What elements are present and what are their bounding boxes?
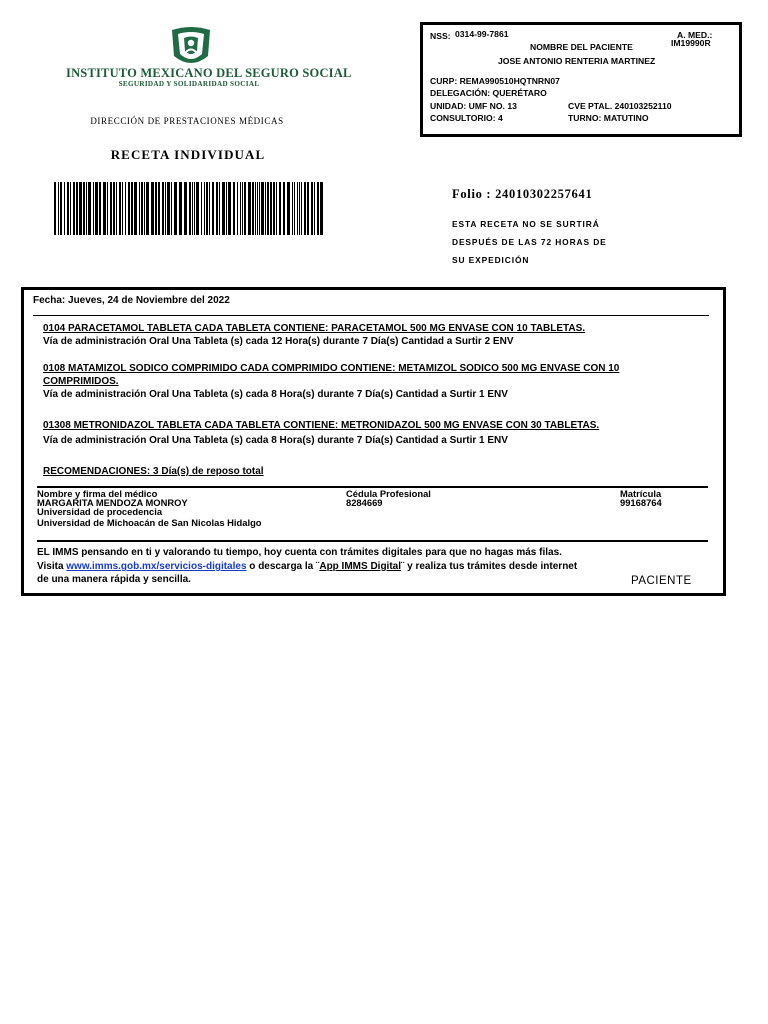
footer-line-1: EL IMMS pensando en ti y valorando tu tiempo, hoy cuenta con trámites digitales para que no hagas más filas. bbox=[37, 547, 562, 558]
prescription-box bbox=[21, 287, 726, 596]
cedula-value: 8284669 bbox=[346, 497, 383, 508]
amed-value: IM19990R bbox=[671, 38, 711, 48]
copy-label: PACIENTE bbox=[631, 575, 692, 587]
fecha: Fecha: Jueves, 24 de Noviembre del 2022 bbox=[33, 295, 230, 306]
cve-ptal: CVE PTAL. 240103252110 bbox=[568, 101, 672, 111]
medication-name: 01308 METRONIDAZOL TABLETA CADA TABLETA CONTIENE: METRONIDAZOL 500 MG ENVASE CON 30 TABLETAS. bbox=[43, 420, 600, 431]
direccion-label: DIRECCIÓN DE PRESTACIONES MÉDICAS bbox=[90, 116, 284, 126]
medication-name: 0104 PARACETAMOL TABLETA CADA TABLETA CONTIENE: PARACETAMOL 500 MG ENVASE CON 10 TABLETAS. bbox=[43, 323, 586, 334]
divider bbox=[33, 315, 709, 316]
imss-logo bbox=[168, 26, 214, 68]
cedula-label: Cédula Profesional bbox=[346, 488, 431, 499]
medication-dosage: Vía de administración Oral Una Tableta (s) cada 12 Hora(s) durante 7 Día(s) Cantidad a Surtir 2 ENV bbox=[43, 336, 514, 347]
servicios-digitales-link[interactable]: www.imms.gob.mx/servicios-digitales bbox=[66, 561, 247, 572]
org-name: INSTITUTO MEXICANO DEL SEGURO SOCIAL bbox=[66, 66, 352, 80]
medication-dosage: Vía de administración Oral Una Tableta (s) cada 8 Hora(s) durante 7 Día(s) Cantidad a Surtir 1 ENV bbox=[43, 435, 508, 446]
barcode bbox=[54, 182, 324, 235]
patient-name: JOSE ANTONIO RENTERIA MARTINEZ bbox=[498, 56, 656, 66]
matricula-label: Matrícula bbox=[620, 488, 662, 499]
org-motto: SEGURIDAD Y SOLIDARIDAD SOCIAL bbox=[118, 80, 260, 88]
notice-line-3: SU EXPEDICIÓN bbox=[452, 255, 530, 265]
consultorio: CONSULTORIO: 4 bbox=[430, 113, 503, 123]
doctor-label: Nombre y firma del médico bbox=[37, 488, 158, 499]
unidad: UNIDAD: UMF NO. 13 bbox=[430, 101, 517, 111]
patient-name-label: NOMBRE DEL PACIENTE bbox=[530, 42, 633, 52]
notice-line-1: ESTA RECETA NO SE SURTIRÁ bbox=[452, 219, 600, 229]
notice-line-2: DESPUÉS DE LAS 72 HORAS DE bbox=[452, 237, 607, 247]
medication-name: 0108 MATAMIZOL SODICO COMPRIMIDO CADA COMPRIMIDO CONTIENE: METAMIZOL SODICO 500 MG ENVASE CON 10 bbox=[43, 363, 620, 374]
recomendaciones: RECOMENDACIONES: 3 Día(s) de reposo total bbox=[43, 466, 264, 477]
footer-line-2 bbox=[37, 561, 577, 572]
footer-text: Visita bbox=[37, 561, 67, 572]
university-label: Universidad de procedencia bbox=[37, 506, 163, 517]
nss-value: 0314-99-7861 bbox=[455, 29, 509, 39]
doctor-name: MARGARITA MENDOZA MONROY bbox=[37, 497, 188, 508]
footer-text: o descarga la ¨ bbox=[246, 561, 320, 572]
turno: TURNO: MATUTINO bbox=[568, 113, 649, 123]
matricula-value: 99168764 bbox=[620, 497, 662, 508]
curp: CURP: REMA990510HQTNRN07 bbox=[430, 76, 560, 86]
medication-dosage: Vía de administración Oral Una Tableta (s) cada 8 Hora(s) durante 7 Día(s) Cantidad a Surtir 1 ENV bbox=[43, 389, 508, 400]
amed-label: A. MED.: bbox=[677, 30, 713, 40]
medication-name-cont: COMPRIMIDOS. bbox=[43, 376, 119, 387]
nss-label: NSS: bbox=[430, 31, 451, 41]
folio-number: Folio : 24010302257641 bbox=[452, 187, 593, 201]
patient-info-box bbox=[420, 22, 742, 137]
footer-text: ¨ y realiza tus trámites desde internet bbox=[401, 561, 578, 572]
document-title: RECETA INDIVIDUAL bbox=[110, 147, 266, 162]
divider bbox=[37, 540, 708, 542]
app-name: App IMMS Digital bbox=[319, 561, 402, 572]
footer-line-3: de una manera rápida y sencilla. bbox=[37, 574, 191, 585]
university: Universidad de Michoacán de San Nicolas Hidalgo bbox=[37, 517, 262, 528]
delegacion: DELEGACIÓN: QUERÉTARO bbox=[430, 88, 547, 98]
